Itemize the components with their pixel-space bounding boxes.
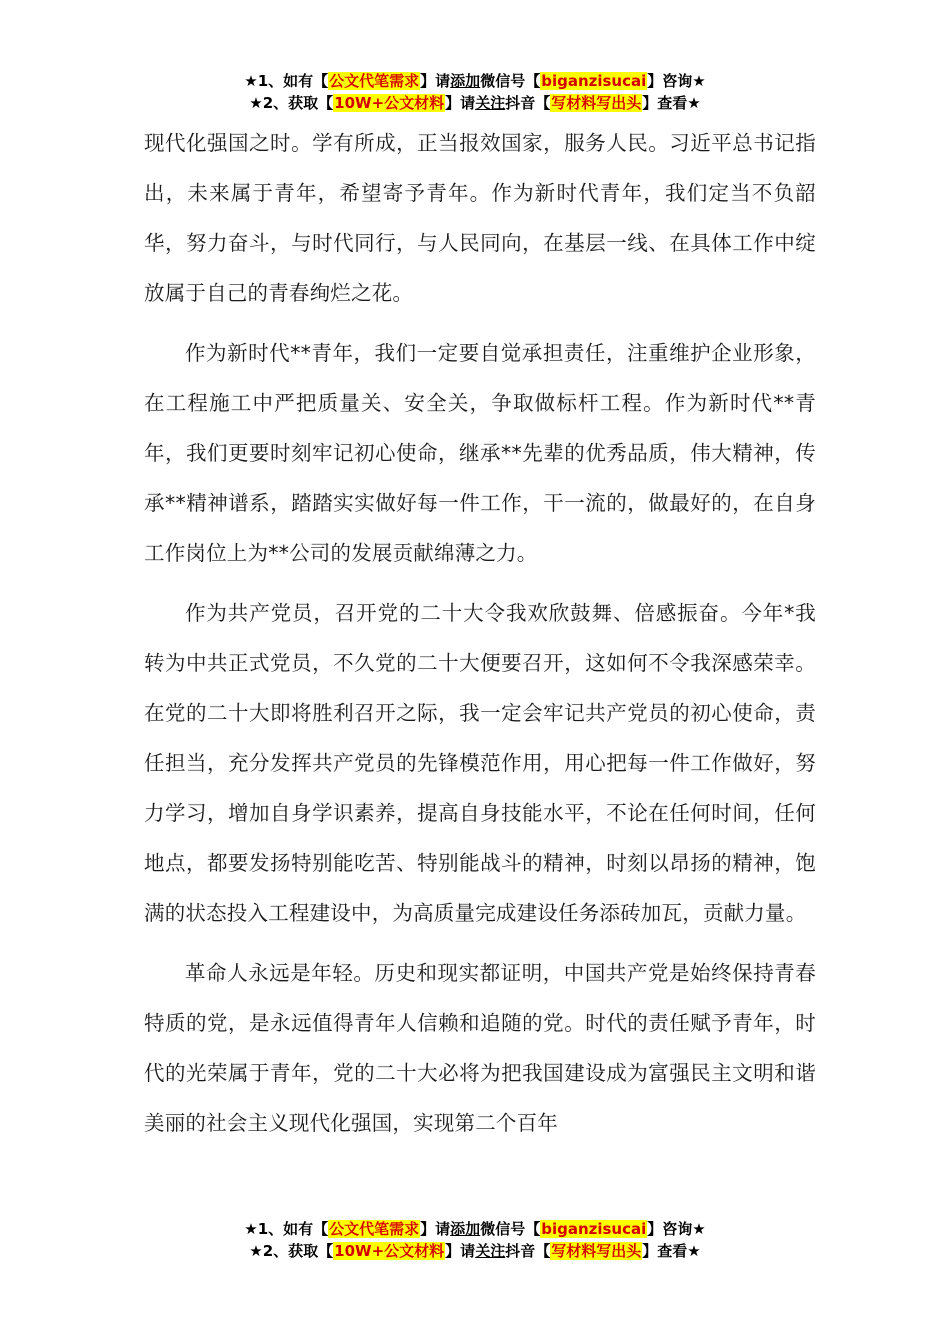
paragraph-3: 作为共产党员，召开党的二十大令我欢欣鼓舞、倍感振奋。今年*我转为中共正式党员，不久党的二十大便要召开，这如何不令我深感荣幸。在党的二十大即将胜利召开之际，我一定会牢记共产党员的初心使命，责任担当，充分发挥共产党员的先锋模范作用，用心把每一件工作做好，努力学习，增加自身学识素养，提高自身技能水平，不论在任何时间，任何地点，都要发扬特别能吃苦、特别能战斗的精神，时刻以昂扬的精神，饱满的状态投入工程建设中，为高质量完成建设任务添砖加瓦，贡献力量。 bbox=[144, 601, 816, 925]
footer-banner-line-2: ★2、获取【10W+公文材料】请关注抖音【写材料写出头】查看★ bbox=[249, 1242, 701, 1260]
star-icon: ★ bbox=[692, 1220, 706, 1238]
paragraph-1: 现代化强国之时。学有所成，正当报效国家，服务人民。习近平总书记指出，未来属于青年，希望寄予青年。作为新时代青年，我们定当不负韶华，努力奋斗，与时代同行，与人民同向，在基层一线、在具体工作中绽放属于自己的青春绚烂之花。 bbox=[144, 131, 816, 305]
header-banner-line-2: ★2、获取【10W+公文材料】请关注抖音【写材料写出头】查看★ bbox=[249, 94, 701, 112]
highlight-materials: 10W+公文材料 bbox=[334, 94, 445, 112]
paragraph-2: 作为新时代**青年，我们一定要自觉承担责任，注重维护企业形象，在工程施工中严把质量关、安全关，争取做标杆工程。作为新时代**青年，我们更要时刻牢记初心使命，继承**先辈的优秀品质，伟大精神，传承**精神谱系，踏踏实实做好每一件工作，干一流的，做最好的，在自身工作岗位上为**公司的发展贡献绵薄之力。 bbox=[144, 341, 816, 565]
star-icon: ★ bbox=[249, 94, 263, 112]
highlight-wechat-id: biganzisucai bbox=[541, 72, 647, 90]
header-banner bbox=[0, 70, 950, 114]
paragraph-4: 革命人永远是年轻。历史和现实都证明，中国共产党是始终保持青春特质的党，是永远值得青年人信赖和追随的党。时代的责任赋予青年，时代的光荣属于青年，党的二十大必将为把我国建设成为富强民主文明和谐美丽的社会主义现代化强国，实现第二个百年 bbox=[144, 961, 816, 1135]
star-icon: ★ bbox=[249, 1242, 263, 1260]
footer-banner bbox=[0, 1218, 950, 1262]
star-icon: ★ bbox=[244, 1220, 258, 1238]
highlight-wechat-id: biganzisucai bbox=[541, 1220, 647, 1238]
star-icon: ★ bbox=[244, 72, 258, 90]
highlight-service: 公文代笔需求 bbox=[329, 72, 420, 90]
star-icon: ★ bbox=[687, 94, 701, 112]
highlight-douyin-account: 写材料写出头 bbox=[551, 94, 642, 112]
footer-banner-line-1: ★1、如有【公文代笔需求】请添加微信号【biganzisucai】咨询★ bbox=[244, 1220, 706, 1238]
highlight-service: 公文代笔需求 bbox=[329, 1220, 420, 1238]
star-icon: ★ bbox=[692, 72, 706, 90]
star-icon: ★ bbox=[687, 1242, 701, 1260]
highlight-douyin-account: 写材料写出头 bbox=[551, 1242, 642, 1260]
document-body bbox=[144, 118, 816, 1148]
highlight-materials: 10W+公文材料 bbox=[334, 1242, 445, 1260]
header-banner-line-1: ★1、如有【公文代笔需求】请添加微信号【biganzisucai】咨询★ bbox=[244, 72, 706, 90]
